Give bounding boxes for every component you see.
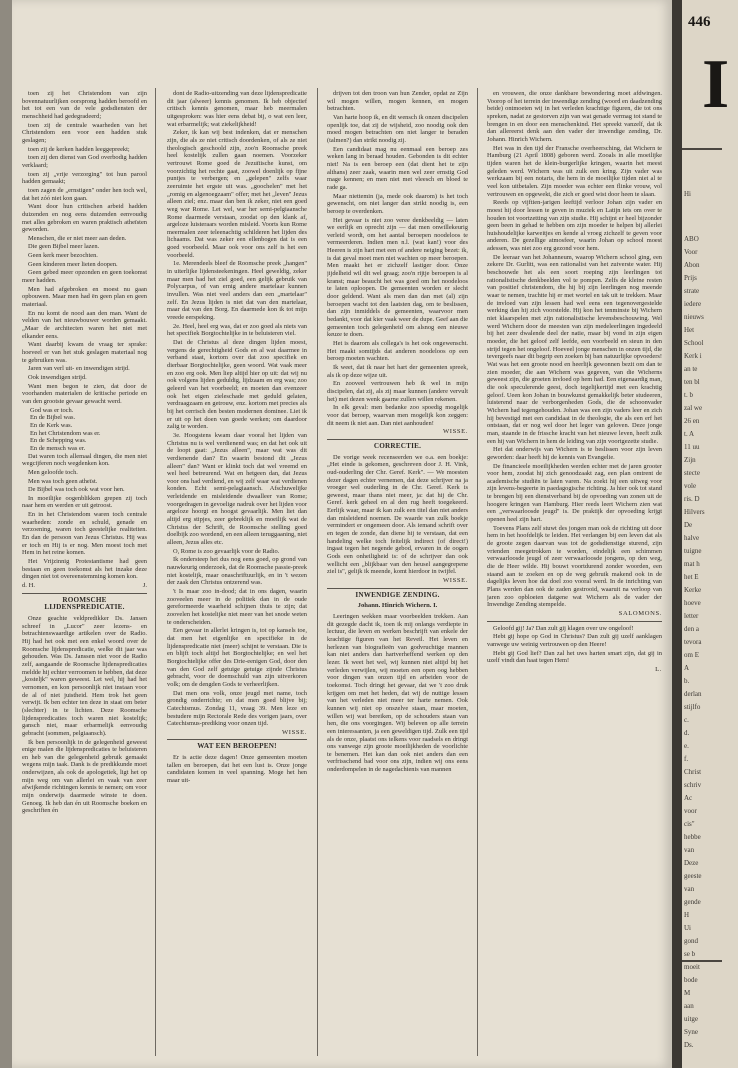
- paragraph: Zeker, ik kan wij best indenken, dat er menschen zijn, die als ze niet critisch doordenken, of als ze niet theologisch geschoold zijn, zoo'n Roomsche preek heel kostelijk zullen gaan noemen. Voorzeker vertrouwt Rome goed de Jezuïtische kunst, om voorzichtig het rechte gaat, zoowel doenlijk op fijne puntjes te verbergen; en „gelepen" zelfs waar zeeruimte het ergste uit was. „goochelen" met het „romig en algenoegzaam" offer; met het „leven" Jezus alleen ziel; enz. maar dan ben ik zeker, niet een goed weg war Rome. Let wel, war her semi-pelgiaansche Rome daarmede verstaan, zoodat op den klank af, argeloze luisteraars worden misleid. Voorts kun Rome meermalen zeer teleenachtig schilderen het lijden des lichaams. Dat was zeker een ellenbogen dat is een goed voorbeeld. Maar ook voor ons zelf is het een voorbeeld.: [167, 129, 307, 259]
- column-3-paragraphs-2: [327, 454, 468, 577]
- page-fragment: om E: [684, 651, 699, 659]
- signature: SALOMONS.: [618, 609, 662, 617]
- paragraph: Toevens Plans zelf stuwt des jongen man ook de richting uit door hem in het hoofdelijk te leiden. Het verlangen bij een leven dat als de groote zegen daarvan was tot de godsdienstige sturend, zijn vrienden meegetrokken te worden, eindelijk een schimmen verwaarloosde jeugd of zeer verwaarloosde jongens, op den weg, die de Heer wilde. Hij bouwt voortdurend zonder woorden, een staand aan te zoeken en op de weg gebruik makend ook in de dagelijks leven hoe dat doel zoo vooral werd. In de inrichting van Plans werden dan ook de zaden gestrooid, waaruit na verloop van jaren zoo opbloeien datgene wat Wichern als de vader der Inwendige Zending stempelde.: [487, 524, 662, 609]
- page-fragment: Hilvers: [684, 508, 705, 516]
- article-divider: [22, 593, 147, 594]
- paragraph: Geen kinderen meer lieten doopen.: [28, 260, 118, 268]
- page-fragment: b.: [684, 677, 690, 685]
- paragraph: Geen gebed meer opzonden en geen toekomst meer hadden.: [22, 269, 147, 285]
- column-rule: [477, 88, 478, 1056]
- paragraph: En nu komt de nood aan den man. Want de velden van het nieuwbouwer worden gemaakt. „Maar de architecten waren het niet met elkander eens.: [22, 309, 147, 340]
- page-fragment: M: [684, 989, 691, 997]
- paragraph: In moeilijke oogenblikken grepen zij toch naar hem en werden er uit getroost.: [22, 494, 147, 510]
- page-fragment: Het: [684, 326, 695, 334]
- signature: WISSE.: [442, 428, 468, 436]
- column-rule: [317, 88, 318, 1056]
- page-fragment: Syne: [684, 1028, 698, 1036]
- paragraph: De financieele moeilijkheden werden echter met de jaren grooter voor hem, zoodat hij zich genoodzaakt zag, een plan omtrent de academische studiën te laten varen. Na zoekt hij een uitweg voor zijn levens-begeerte in paedagogische richting. Ja hier ook tot stand te brengen bij een dienstverband bij de opvoeding van zonen uit de hoogere kringen van Hamburg. Hier reeds leert Wichern zien wat een „verwaarloosde jeugd" is. De praktijk der opvoeding krijgt openen heel zijn hart.: [487, 462, 662, 524]
- page-fragment: hebbe: [684, 833, 701, 841]
- paragraph: Leeringen wekken maar voorbeelden trekken. Aan dit gezegde dacht ik, toen ik mij onlangs verdiepte in lectuur, die leven en werken beschrijft van enkele der krachtige figuren van het Reveil. Het leven en herlezen van biografieën van godvruchtige mannen kan niet anders dan hartverheffend werken op den lezer. Ik weet het wel, wij kunnen niet altijd bij het verleden verwijlen, wij moeten een open oog hebben voor dingen van onzen tijd en arbeiden voor de toekomst. Toch dringt het gevaar, dat we 't zoo druk krijgen om met het heden, dat wij de nuttige lessen van het verleden niet meer ter harte nemen. Ook kunnen wij niet op onszelve staan, maar moeten, willen wij wat bereiken, op de schouders staan van hen, die ons voorgingen. Wij beleven op alle terrein een interessanten, ja een geweldigen tijd. Zulk een tijd als de onze, plaatst ons telkens voor raadsels en dringt ons vanwege zijn groote moeilijkheden de voorlichte te benemen. Het kan dan ook niet anders dan een verfrisschend bad voor ons zijn, indien wij ons eens onderdompelen in de nagedachtenis van mannen: [327, 613, 468, 774]
- paragraph: Dat waren toch allemaal dingen, die men niet wegcijferen noch wegdenken kon.: [22, 452, 147, 468]
- column-1-paragraphs: [22, 90, 147, 406]
- page-fragment: Deze: [684, 859, 699, 867]
- paragraph: Dat men ons volk, onze jeugd met name, toch grondig onderrichte; en dat men goed blijve bij; Catechismus. Zondag 11, vraag 39. Men leze en bestudere mijn Rectorale Rede des vorigen jaars, over Catechismus-prediking voor onzen tijd.: [167, 689, 307, 728]
- divider-bar: [682, 960, 722, 962]
- paragraph: Het gevaar is niet zoo veree denkbeeldig — laten we eerlijk en oprecht zijn — dat men onwillekeurig verleid wordt, om het aantal beroepen noodeloos te vermeerderen. Indien men n.l. (wat kan!) voor des Heeren is zijn hart met een of andere neiging bezet: ik, is dat geval moet men niet wachten op meer beroepen. Men maakt het er zichzelf lastiger door. Onze jijdelheid wil dit wel graag; zoo'n rijtje beroepen is al kranst; maar beaucht het was goed om het noodeloos te laten oploopen. De gemeenten worden er slecht door geldend. Want als men dan dan met (al) zijn beroepen wacht tot den laatsten dag, om te beslissen, dan zijn inmiddels de gemeenten, waarvoor men bedankt, voor dat kier vaak weer de dupe. Geef aan die gemeenten toch gelegenheid om alsnog een nieuwe keuze te doen.: [327, 216, 468, 339]
- page-fragment: ABO: [684, 235, 699, 243]
- paragraph: Hebt gij hope op God in Christus? Dan zult gij uzelf aanklagen vanwege uw weinig vertrouwen op den Heere!: [487, 633, 662, 648]
- poem-line: En het Christendom was er.: [30, 429, 101, 437]
- column-1-poem: [22, 407, 147, 453]
- page-fragment: A: [684, 664, 690, 672]
- paragraph: toen zij den dienst van God overbodig hadden verklaard;: [22, 154, 147, 169]
- signature-initials: d. H.: [22, 582, 36, 590]
- page-fragment: Voor: [684, 248, 698, 256]
- page-fragment: geeste: [684, 872, 702, 880]
- page-fragment: tevora: [684, 638, 702, 646]
- signature: WISSE.: [442, 577, 468, 585]
- paragraph: 1e. Merendeels bleef de Roomsche preek „hangen" in uiterlijke lijdensteekeningen. Heel geweldig, zeker maar men had het ziel goed, een gelijk gebruik van Polycarpus, of van ernig andere martelaar kunnen invullen. Was niet veel anders dan een „martelaar" zelf. En Jezus lijden is niet dat van den martelaar, maar dat van den Borg. En daarmede kon ik tot mijn vreede eerspeking.: [167, 260, 307, 322]
- paragraph: De Bijbel was toch ook wat voor hen.: [28, 486, 125, 494]
- page-fragment: f.: [684, 755, 689, 763]
- paragraph: 2e. Heel, heel erg was, dat er zoo goed als niets van het specifiek Borgtochtelijke in te beluisteren viel.: [167, 322, 307, 338]
- page-fragment: halve: [684, 534, 700, 542]
- paragraph: En zooveel vertrouwen heb ik wel in mijn discipelen, dat zij, als zij maar kunnen (andere vervult het) met dezen wenk gaarne zullen willen rekenen.: [327, 380, 468, 403]
- column-2-paragraphs-2: [167, 754, 307, 785]
- column-1-paragraphs-2: [22, 453, 147, 582]
- page-fragment: se b: [684, 950, 696, 958]
- paragraph: toen zij het Christendom van zijn bovennatuurlijken oorsprong hadden beroofd en het tot een van de vele godsdiensten der menschheid had gedegradeerd;: [22, 90, 147, 120]
- poem-line: En de Bijbel was.: [30, 414, 76, 422]
- paragraph: Onze geachte veldpredikker Ds. Jansen schreef in „Lucor" zeer lezens- en betrachtenswaardige artikelen over de Radio. Hij had het ook met een enkel woord over de Roomsche lijdenspredicatie, welke dit jaar was gehouden. Was Ds. Janssen niet voor de Radio zelf, aangaande de Roomsche lijdenspredicaties meldde hij echter verroomen te hebben, dat deze „kosteljk" waren geweest. Let wel, hij had het vernomen, en kon persoonlijk niet instaan voor de al of niet juistheid. Hem trok het geen verwijt. Ik ben echter ten deze in staat om beter (slechter) in te lichten. Deze Roomsche lijdenspredicaties toch waren niet kostelijk; gansch niet, maar erbarmelijk eenvoudig gebracht (sommen, pelgiaansch).: [22, 615, 147, 737]
- paragraph: O, Rome is zoo gevaarlijk voor de Radio.: [173, 547, 280, 555]
- article-divider: [327, 439, 468, 440]
- page-fragment: den a: [684, 625, 699, 633]
- signature-letter: J.: [142, 582, 147, 590]
- scan-edge-shadow: [0, 0, 12, 1068]
- page-fragment: De: [684, 521, 693, 529]
- page-fragment: School: [684, 339, 704, 347]
- newspaper-page: [12, 0, 672, 1068]
- paragraph: Een gevaar in allerlei kringen is, tot op kansels toe, dat men het eigenlijke en specifieke in de lijdenspredicatie niet (meer) schijnt te verstaan. Die is en blijft toch altijd het Borgtochtelijke; en wel het Borgtochtelijke offer des Drie-eenigen God, door den van den God zelf getuige getuige zijnde Christus gebracht, voor de doemschuld van zijn uitverkoren volk; om de dengden Gods te verheerlijken.: [167, 627, 307, 688]
- page-fragment: gende: [684, 898, 701, 906]
- signature: L.: [655, 665, 662, 673]
- adjacent-page-edge: [682, 0, 738, 1068]
- paragraph: In elk geval: men bedanke zoo spoedig mogelijk voor dat beroep, waarvan men mogelijk kon zeggen: dit neem ik niet aan. Dan niet aanhouden!: [327, 404, 468, 427]
- column-1: [22, 90, 147, 1055]
- page-fragment: stecte: [684, 469, 700, 477]
- paragraph: Want door hun critischen arbeid hadden duizenden en nog eens duizenden eenvoudig met alles gebroken en waren praktisch atheïsten geworden.: [22, 203, 147, 234]
- article-divider: [327, 588, 468, 589]
- column-3: [327, 90, 468, 1055]
- poem-line: En de Schepping was.: [30, 437, 87, 445]
- paragraph: Maar niettemin (ja, mede ook daarom) is het toch gewenscht, om niet langer dan strikt noodig is, een beroep te overdenken.: [327, 192, 468, 215]
- column-4: [487, 90, 662, 1055]
- paragraph: Men had afgebroken en moest nu gaan opbouwen. Maar men had ën geen plan en geen materiaal.: [22, 285, 147, 309]
- paragraph: Men was toch geen atheïst.: [28, 477, 98, 485]
- page-fragment: mat h: [684, 560, 700, 568]
- article-divider: [167, 739, 307, 740]
- page-fragment: Kerke: [684, 586, 702, 594]
- paragraph: Geen kerk meer bezochten.: [28, 252, 98, 260]
- page-fragment: Prijs: [684, 274, 697, 282]
- column-2-paragraphs: [167, 90, 307, 728]
- paragraph: Van harte hoop ik, en dit wensch ik onzen discipelen openlijk toe, dat zij de wijsheid, zoo noodig ook den moed mogen betrachten om niet langer te beraden (talmen?) dan strikt noodig zij.: [327, 113, 468, 144]
- page-fragment: het E: [684, 573, 699, 581]
- paragraph: 3e. Hoogstens kwam daar vooral het lijden van Christus nu is wel verdienend was; en dat het ook uit de loopt gaat: „Jezus alleen", maar wat was dit verdienende dan? En waarin bestond dit „Jezus alleen" dan? Want er klinkt toch dat wel vreemd en wel heel betreurend. Wat en hetgeen dan, dat Jezus voor ons had verdiend, en wij zelf waar wat verdienen konden. Echt semi-pelagiaansch. Afschuwelijke verleidende en misleidende dwaalleer van Rome; voorgedragen in gevoelige nadruk over het lijden voor argeloze hoorgt en hoogst gevaarlijk. Men liet dan altijd erg stipjes, zeer gebreklijk en moeilijk wat de Christus der Schrift, de Roomsche stelling goed doelbijk zoo wordend, en een alleen teruggaaning, niet alleen, Jezus alles etc.: [167, 431, 307, 547]
- paragraph: Het dat onderwijs van Wichern is te beslissen voor zijn leven geworden: daar heeft hij de kennis van Evangelie.: [487, 446, 662, 461]
- page-fragment: Ac: [684, 794, 693, 802]
- paragraph: De vorige week recenseerden we o.a. een boekje: „Het einde is gekomen, geschreven door J. H. Vink, oud-ouderling der Chr. Geref. Kerk". — We moesten dezer dagen echter vernemen, dat deze schrijver na ja vroeger wel ouderling in de Chr. Geref. Kerk is geweest, maar thans niet meer, ja: dat hij de Chr. Geref. kerk geheel en al den rug heeft toegekeerd. Eerlijk waar, maar ik kan zulk een titel dan niet anders dan misleidend noemen. De waarde van zulk boekje vermindert er ongemeen door. Als iemand schrift over en tegen de zonde, dan diene hij te verstaan, dat een handeling welke toch feitelijk indirect (of direct!) ingaat tegen het negende gebod, ervaren in de oogen Gods een onheiligheid is: of de schrijver dan ook wellicht een „blijkbaar van den heusel aangegrepene ziel is", gelijk ik meende, komt hierdoor in twijfel.: [327, 453, 468, 576]
- signature-line: [22, 582, 147, 590]
- paragraph: Ik ben persoonlijk in de gelegenheid geweest enige malen die lijdenspredicaties te beluisteren en heb van die gelegenheid gebruik gemaakt wegens mijn taak. Dank is de predikkunde moet onderwijzen, als ook de apologetiek, ligt het op mijn weg om van allerlei en vaak van zeer afwijkende richtingen kennis te nemen; om voor mijn onderwijs daarmede winste te doen. Genoeg. Ik heb dan én uit Roomsche boeken en geschriften én: [22, 738, 147, 815]
- article-subheading: Johann. Hinrich Wichern. I.: [357, 602, 438, 610]
- page-fragment: c.: [684, 716, 689, 724]
- page-fragment: uitge: [684, 1015, 698, 1023]
- page-fragment: nieuws: [684, 313, 704, 321]
- page-fragment: H: [684, 911, 690, 919]
- paragraph: Het was in den tijd der Fransche overheersching, dat Wichern te Hamburg (21 April 1808) geboren werd. Zooals in alle moeilijke tijden waren het de klein-burgerlijke kringen, waarin het meest geleden werd. Wichern was uit zulk een kring. Zijn vader was werkzaam bij een notaris, die hem in de moeilijke tijden niet al te veel kon uitbetalen. Zijn moeder was echter een flinke vrouw, vol vertrouwen en opgewekt, die zich er goed wist door heen te slaan.: [487, 144, 662, 198]
- page-fragment: derlan: [684, 690, 702, 698]
- page-fragment: an te: [684, 365, 698, 373]
- page-fragment: aan: [684, 1002, 694, 1010]
- paragraph: toen zagen de „ernstigen" onder hen toch wel, dat het zóó niet kon gaan.: [22, 186, 147, 202]
- binding-gutter: [672, 0, 682, 1068]
- paragraph: Geloofd gij! Ja? Dan zult gij klagen over uw ongeloof!: [493, 624, 634, 632]
- page-fragment: ris. D: [684, 495, 700, 503]
- paragraph: Een candidaat mag nu eenmaal een beroep zes weken lang in beraad houden. Gebonden is dit echter niet! Na is een beroep een (dat dient het te zijn althans) zeer zaak, waarin men wel zeer ernstig God mage kennen; en men niet met vleesch en bloed te rade ga.: [327, 145, 468, 191]
- column-rule: [155, 88, 156, 1056]
- page-fragment: tuigne: [684, 547, 702, 555]
- paragraph: en vrouwen, die onze dankbare bewondering moet afdwingen. Voorop of het terrein der inwendige zending (woord en daadzending beide) ontmoeten wij in het verleden krachtige figuren, die tot ons spreken, nadat ze gestorven zijn van wat genade vermag tot stand te brengen in en door een menschenkind. Het spreekt vanzelf, dat ik dan allereerst denk aan den vader der inwendige zending, Dr. Johann. Hinrich Wichern.: [487, 90, 662, 143]
- paragraph: Ook inwendigen strijd.: [28, 373, 87, 381]
- column-3-paragraphs-3: [327, 613, 468, 774]
- page-fragment: gond: [684, 937, 698, 945]
- paragraph: toen zij de kerken hadden leeggepreekt;: [28, 145, 130, 153]
- page-fragment: t. A: [684, 430, 695, 438]
- page-fragment: Abon: [684, 261, 700, 269]
- paragraph: toen zij „vrije verzorging" tot hun parool hadden gemaakt;: [22, 170, 147, 186]
- page-fragment: vole: [684, 482, 697, 490]
- paragraph: Ik ondersteep het dus nog eens goed, op grond van nauwkeurig onderzoek, dat de Roomsche passie-preek niet kostelijk, maar onaschriftuurlijk, en in 't wezen der zaak den Christus ontzerend was.: [167, 556, 307, 587]
- masthead-letter: I: [702, 46, 730, 123]
- paragraph: toen zij de centrale waarheden van het Christendom een voor een hadden stuk geslagen;: [22, 121, 147, 144]
- page-fragment: letter: [684, 612, 699, 620]
- page-fragment: van: [684, 846, 695, 854]
- page-fragment: voor: [684, 807, 697, 815]
- article-heading-wat-een-beroepen: WAT EEN BEROEPEN!: [197, 742, 277, 751]
- page-fragment: Kerk i: [684, 352, 702, 360]
- page-fragment: hoeve: [684, 599, 701, 607]
- column-4-paragraphs: [487, 90, 662, 609]
- page-fragment: moeit: [684, 963, 700, 971]
- paragraph: Het is daarom als collega's is het ook ongewenscht. Het maakt somtijds dat anderen noodeloos op een beroep moeten wachten.: [327, 340, 468, 363]
- column-4-paragraphs-2: [487, 625, 662, 665]
- page-fragment: t. b: [684, 391, 693, 399]
- paragraph: Reeds op vijftien-jarigen leeftijd verloor Johan zijn vader en moest hij door lessen te geven in muziek en Latijn iets om over te houden tot voortzetting van zijn studie. Hij schijnt er heel bijzonder geen been in gehad te hebben om zijn moeder te helpen bij allerlei huishoudelijke karweitjes en kende al vroeg zichzelf te geven voor anderen. De gezellige atmosfeer, waarin Johan op school moest adessen, was niet zoo erg gezond voor hem.: [487, 199, 662, 253]
- paragraph: Want men begon te zien, dat door de voorhanden materialen de kritische periode en van den grootste gevaar gewacht werd.: [22, 382, 147, 405]
- page-fragment: zal we: [684, 404, 703, 412]
- column-3-paragraphs: [327, 90, 468, 427]
- page-fragment: ten bl: [684, 378, 700, 386]
- paragraph: Er is actie deze dagen! Onze gemeenten moeten tallen en beroepen, dat het een lust is. Onze jonge candidaten komen in veel spanning. Moge het hen maar uit-: [167, 754, 307, 785]
- article-divider: [487, 621, 662, 622]
- paragraph: En in het Christendom waren toch centrale waarheden: zonde en schuld, genade en verzoening, waren toch geestelijke realiteiten. En dan de persoon van Jezus Christus. Hij was er toch en Hij is er nog. Men moest toch met Hem in het reine komen.: [22, 511, 147, 557]
- column-2: [167, 90, 307, 1055]
- paragraph: Ik weet, dat ik naar het hart der gemeenten spreek, als ik op deze wijze uit.: [327, 363, 468, 379]
- page-fragment: strate: [684, 287, 700, 295]
- divider-bar: [682, 148, 722, 150]
- paragraph: Het Vrijzinnig Protestantisme had geen bestaan en geen toekomst als het inzake deze dingen niet tot overeenstemming komen kon.: [22, 558, 147, 581]
- page-fragment: cis": [684, 820, 695, 828]
- page-fragment: schriv: [684, 781, 702, 789]
- page-fragment: 26 en: [684, 417, 700, 425]
- column-1-paragraphs-3: [22, 615, 147, 815]
- page-fragment: Ds.: [684, 1041, 694, 1049]
- paragraph: De leeraar van het Johanneum, waarop Wichern school ging, een zekere Dr. Gurlitt, was een rationalist van het zuiverste water. Hij beschouwde het als een soort roeping zijn leerlingen tot rationalistische denkbeelden vol te pompen. Zelfs de kleine resten van positief christendom, die hij bij zijn leerlingen nog meende waar te nemen, trachtte hij er met wortel en tak uit te trekken. Maar de invloed van zijn lessen had wel eens een tegenovergestelde werking dan hij zich voorstelde. Hij kon het tenminste bij Wichern niet klaarspelen met zijn rationalistische levensbeschouwing. Wel werd Wichern door de meesten van zijn medeleerlingen ingedeeld bij het zeer dwalende deel der natie, maar bij vond in zijn eigen moeder, die het geloof zelf leefde, een voorbeeld en steun in den strijd tegen het ongeloof. Hoeveel jonge menschen in onzen tijd, die tevergeefs naar dit begrip een zoeken bij ban natuurlijke opvoeders! Wat was het een groote nood en heerlijk gewonnen bezit om dan te zien moeder, die aan Wichern was gegeven, van die Wicherns geweest zijn, die groeten invloed op hem had. Een eigenaardig man, die ook speculerende geest, doch tegelijkertijd met een krachtig geloof. Ueen kon Johan in bouwkunst gemakkelijk beter studeeren, luisterend naar de verborgenheden Gods, die de schoonvader Wichern had tegengehouden. Johan was een zijn vaders leer en zich hij bevestigd met een candidaat in de theologie, die als een erf het ontstaan, dat er nog wel door het leger van geloven. Deze jonge man, staande in de frissche kracht van het nieuwe leven, heeft zulk een hij van Wichern in hem de leiding van zijn voortgezette studie.: [487, 253, 662, 445]
- paragraph: Jaren van verl uit- en inwendigen strijd.: [28, 365, 130, 373]
- article-heading-roomsche-lijdenspredicatie: ROOMSCHE LIJDENSPREDICATIE.: [44, 595, 125, 612]
- paragraph: dont de Radio-uitzending van deze lijdenspredicatie dit jaar (alweer) kennis genomen. Ik heb objectief critisch kennis genomen, maar heb meermalen uitgesproken: was hier eens debat bij, o wat een leer, wat erbarmelijk; wat ziekelijkheid!: [167, 90, 307, 128]
- page-fragment: bode: [684, 976, 698, 984]
- poem-line: God was er toch.: [30, 406, 74, 414]
- poem-line: En de Kerk was.: [30, 421, 73, 429]
- page-fragment: e.: [684, 742, 689, 750]
- paragraph: Hebt gij God lief? Dan zal het uws harten smart zijn, dat gij in uzelf vindt dan haat tegen Hem!: [487, 649, 662, 665]
- paragraph: Menschen, die er niet meer aan deden.: [28, 234, 127, 242]
- paragraph: 't Is maar zoo in-dood; dat in ons dagen, waarin zooveelen meer in de politiek dan in de oude gereformeerde waarheid schijnen thuis te zijn; dat zoovelen het kostelijke niet meer van het snode weten te onderscheiden.: [167, 588, 307, 626]
- paragraph: drijven tot den troon van hun Zender, opdat ze Zijn wil mogen willen, mogen kennen, en mogen betrachten.: [327, 90, 468, 113]
- page-number: 446: [688, 14, 711, 30]
- page-fragment: Hi: [684, 190, 691, 198]
- page-fragment: van: [684, 885, 695, 893]
- poem-line: En de mensch was er.: [30, 444, 86, 452]
- page-fragment: d.: [684, 729, 690, 737]
- paragraph: Want daarbij kwam de vraag ter sprake: hoeveel er van het stuk geslagen materiaal nog te gebruiken was.: [22, 341, 147, 364]
- page-fragment: Zijn: [684, 456, 696, 464]
- article-heading-correctie: CORRECTIE.: [373, 441, 422, 450]
- page-fragment: iedere: [684, 300, 702, 308]
- paragraph: Dat de Christus al deze dingen lijden moest, vergens de gerechtigheid Gods en al wat daarmee in verband staat, kortom over dat zoo specifiek en dierbaar Borgtochtelijke, geen woord. Wat vaak meer en zoo erg ook. Men liep altijd hier op uit: dat wij nu ook volgens lijden geduldig, lijdzaam en erg was; zoo geleerd van het voorbeeld; en moeten dan evenzeer ook het eigen zieleschade met geduld gelaten, verdraagzaam en getrouw, enz. kortom met precies als bij het cerrisch den besten modernen dominee. Liet ik er uit op het doen van goede werken; om daardoor zalig te worden.: [167, 339, 307, 431]
- page-fragment: Ui: [684, 924, 691, 932]
- paragraph: Die geen Bijbel meer lazen.: [28, 243, 100, 251]
- signature: WISSE.: [281, 728, 307, 736]
- page-fragment: Christ: [684, 768, 702, 776]
- paragraph: Men geloofde toch.: [28, 468, 78, 476]
- article-heading-inwendige-zending: INWENDIGE ZENDING.: [355, 590, 440, 599]
- page-fragment: stijlfo: [684, 703, 701, 711]
- page-fragment: 11 uu: [684, 443, 700, 451]
